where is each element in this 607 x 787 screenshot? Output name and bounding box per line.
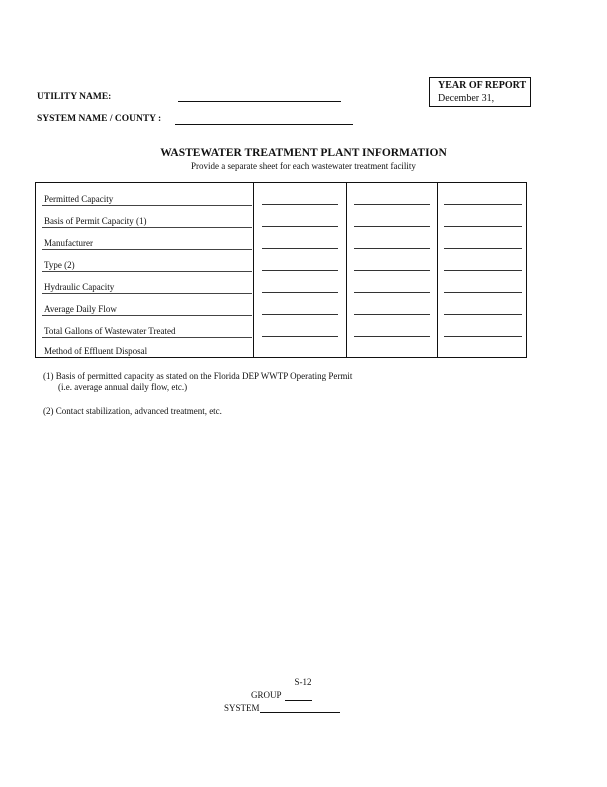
note-1-line-2: (i.e. average annual daily flow, etc.) bbox=[58, 382, 188, 392]
plant3-permitted-capacity-field[interactable] bbox=[444, 204, 522, 205]
year-of-report-title: YEAR OF REPORT bbox=[438, 80, 527, 91]
plant2-manufacturer-field[interactable] bbox=[354, 248, 430, 249]
plant3-type-field[interactable] bbox=[444, 270, 522, 271]
plant2-average-daily-flow-field[interactable] bbox=[354, 314, 430, 315]
plant2-type-field[interactable] bbox=[354, 270, 430, 271]
year-of-report-date: December 31, bbox=[438, 93, 495, 104]
group-field[interactable] bbox=[285, 700, 312, 701]
row-label-basis-of-permit: Basis of Permit Capacity (1) bbox=[44, 216, 147, 226]
page-title: WASTEWATER TREATMENT PLANT INFORMATION bbox=[160, 147, 447, 159]
plant3-manufacturer-field[interactable] bbox=[444, 248, 522, 249]
page-number: S-12 bbox=[294, 677, 312, 687]
row-label-effluent-disposal: Method of Effluent Disposal bbox=[44, 346, 148, 356]
system-footer-field[interactable] bbox=[260, 712, 340, 713]
row-label-hydraulic-capacity: Hydraulic Capacity bbox=[44, 282, 115, 292]
system-footer-label: SYSTEM bbox=[224, 703, 260, 713]
system-county-field[interactable] bbox=[175, 124, 353, 125]
row-rule bbox=[42, 205, 252, 206]
group-label: GROUP bbox=[251, 690, 282, 700]
utility-name-label: UTILITY NAME: bbox=[37, 92, 112, 102]
plant3-average-daily-flow-field[interactable] bbox=[444, 314, 522, 315]
utility-name-field[interactable] bbox=[178, 101, 341, 102]
row-label-type: Type (2) bbox=[44, 260, 75, 270]
row-label-average-daily-flow: Average Daily Flow bbox=[44, 304, 117, 314]
system-county-label: SYSTEM NAME / COUNTY : bbox=[37, 114, 162, 124]
plant1-total-gallons-field[interactable] bbox=[262, 336, 338, 337]
plant1-type-field[interactable] bbox=[262, 270, 338, 271]
plant2-total-gallons-field[interactable] bbox=[354, 336, 430, 337]
column-divider bbox=[437, 183, 438, 357]
note-2: (2) Contact stabilization, advanced treatment, etc. bbox=[43, 406, 222, 416]
page-subtitle: Provide a separate sheet for each wastewater treatment facility bbox=[191, 161, 416, 171]
row-label-total-gallons: Total Gallons of Wastewater Treated bbox=[44, 326, 176, 336]
plant3-basis-field[interactable] bbox=[444, 226, 522, 227]
row-rule bbox=[42, 271, 252, 272]
plant1-basis-field[interactable] bbox=[262, 226, 338, 227]
plant1-permitted-capacity-field[interactable] bbox=[262, 204, 338, 205]
plant2-hydraulic-capacity-field[interactable] bbox=[354, 292, 430, 293]
row-rule bbox=[42, 227, 252, 228]
note-1-line-1: (1) Basis of permitted capacity as stated on the Florida DEP WWTP Operating Permit bbox=[43, 371, 353, 381]
column-divider bbox=[253, 183, 254, 357]
row-rule bbox=[42, 293, 252, 294]
row-rule bbox=[42, 249, 252, 250]
year-of-report-box bbox=[429, 77, 531, 107]
row-rule bbox=[42, 315, 252, 316]
plant1-manufacturer-field[interactable] bbox=[262, 248, 338, 249]
plant-info-table bbox=[35, 182, 527, 358]
plant3-total-gallons-field[interactable] bbox=[444, 336, 522, 337]
row-label-manufacturer: Manufacturer bbox=[44, 238, 93, 248]
row-label-permitted-capacity: Permitted Capacity bbox=[44, 194, 114, 204]
plant3-hydraulic-capacity-field[interactable] bbox=[444, 292, 522, 293]
row-rule bbox=[42, 337, 252, 338]
plant2-permitted-capacity-field[interactable] bbox=[354, 204, 430, 205]
column-divider bbox=[346, 183, 347, 357]
plant1-average-daily-flow-field[interactable] bbox=[262, 314, 338, 315]
plant2-basis-field[interactable] bbox=[354, 226, 430, 227]
plant1-hydraulic-capacity-field[interactable] bbox=[262, 292, 338, 293]
